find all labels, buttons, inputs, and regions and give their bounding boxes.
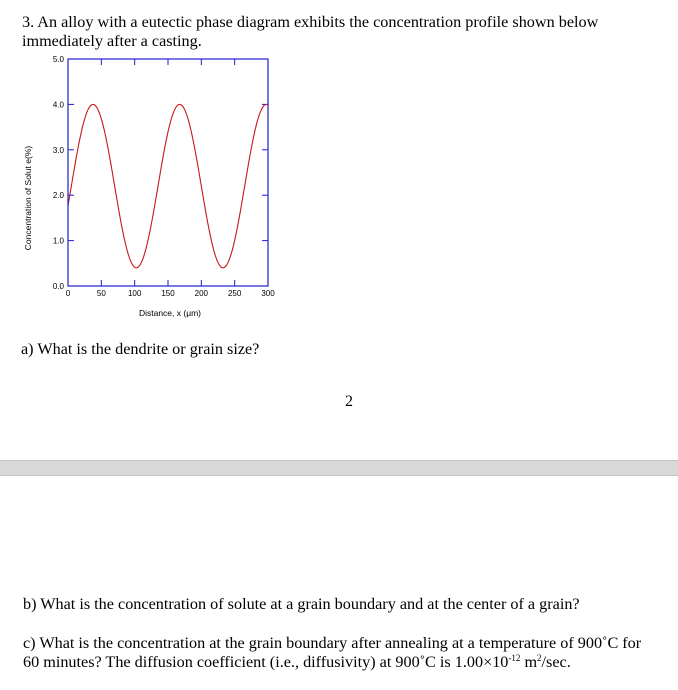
unit-m: m	[520, 653, 538, 671]
y-tick-label: 2.0	[52, 191, 64, 201]
x-tick-label: 150	[161, 289, 175, 298]
question-c-text-line-2	[23, 653, 571, 672]
x-tick-label: 0	[65, 289, 71, 298]
question-c-text-line-1: c) What is the concentration at the grain boundary after annealing at a temperature of 900˚C for	[23, 634, 642, 652]
x-axis-title: Distance, x (μm)	[138, 308, 202, 318]
series-group	[68, 104, 268, 267]
page-separator	[0, 460, 678, 476]
y-tick-labels	[53, 55, 65, 291]
question-c-text-main: 60 minutes? The diffusion coefficient (i.e., diffusivity) at 900˚C is 1.00×10	[23, 653, 509, 671]
concentration-profile-chart	[0, 50, 290, 330]
question-3-text-line-1: 3. An alloy with a eutectic phase diagram exhibits the concentration profile shown below	[22, 13, 599, 31]
y-tick-label: 4.0	[52, 100, 64, 110]
x-tick-labels	[66, 289, 275, 298]
x-tick-label: 250	[227, 289, 242, 298]
unit-per-sec: /sec.	[541, 653, 571, 671]
y-axis-title: Concentration of Solut e(%)	[23, 145, 33, 251]
question-3-text-line-2: immediately after a casting.	[22, 32, 202, 50]
question-a-text: a) What is the dendrite or grain size?	[21, 340, 260, 358]
x-tick-label: 300	[261, 289, 275, 298]
page-number: 2	[345, 393, 353, 410]
y-tick-label: 5.0	[52, 55, 64, 64]
x-tick-label: 200	[194, 289, 209, 298]
plot-frame	[68, 59, 268, 286]
x-tick-label: 50	[96, 289, 106, 298]
y-tick-label: 1.0	[52, 236, 64, 246]
y-axis-ticks	[68, 59, 268, 286]
unit-squared-superscript: 2	[537, 653, 542, 663]
x-axis-ticks	[68, 59, 268, 286]
x-tick-label: 100	[127, 289, 142, 298]
exponent-superscript: -12	[508, 653, 521, 663]
concentration-curve	[68, 104, 268, 267]
y-tick-label: 3.0	[52, 145, 64, 155]
y-tick-label: 0.0	[52, 282, 64, 291]
question-b-text: b) What is the concentration of solute at a grain boundary and at the center of a grain?	[23, 595, 580, 613]
